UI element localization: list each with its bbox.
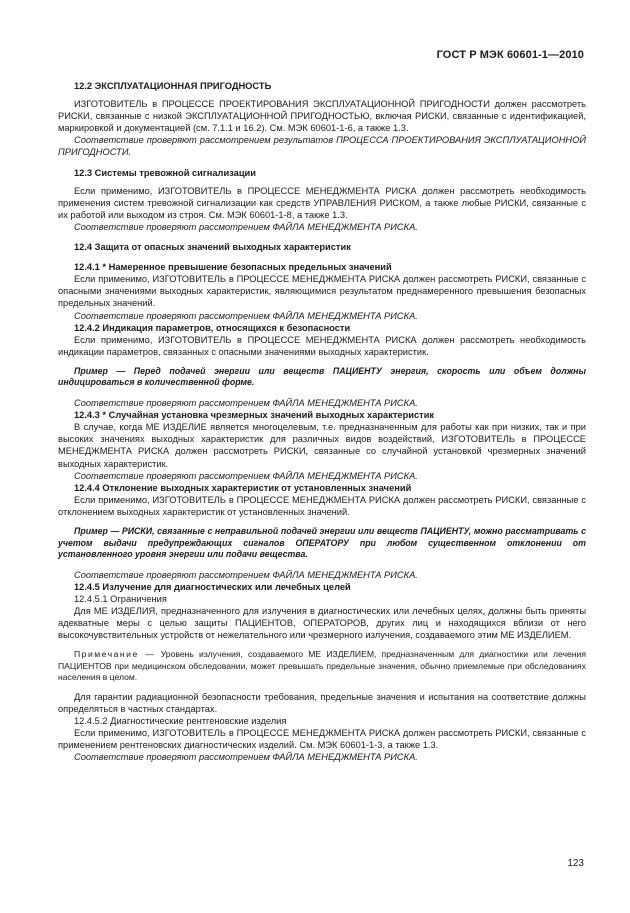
compliance-12-4-1: Соответствие проверяют рассмотрением ФАЙЛА МЕНЕДЖМЕНТА РИСКА.: [74, 310, 418, 321]
paragraph-12-4-1: Если применимо, ИЗГОТОВИТЕЛЬ в ПРОЦЕССЕ МЕНЕДЖМЕНТА РИСКА должен рассмотреть РИСКИ, связанные с опасными значениями выходных характеристик, являющимися результатом преднамеренного превышения безопасных предельных значений.: [58, 274, 586, 309]
paragraph-12-3: Если применимо, ИЗГОТОВИТЕЛЬ в ПРОЦЕССЕ МЕНЕДЖМЕНТА РИСКА должен рассмотреть необходимость применения систем тревожной сигнализации как средств УПРАВЛЕНИЯ РИСКОМ, а также любые РИСКИ, связанные с их работой или выходом из строя. См. МЭК 60601-1-8, а также 1.3.: [58, 185, 586, 220]
example-12-4-2: Пример — Перед подачей энергии или веществ ПАЦИЕНТУ энергия, скорость или объем должны индицироваться в количественной форме.: [58, 365, 586, 388]
standard-header: ГОСТ Р МЭК 60601-1—2010: [436, 49, 584, 61]
compliance-12-4-3: Соответствие проверяют рассмотрением ФАЙЛА МЕНЕДЖМЕНТА РИСКА.: [74, 470, 418, 481]
page-content: [58, 80, 586, 764]
note-label: Примечание —: [74, 649, 156, 660]
heading-12-4-2: 12.4.2 Индикация параметров, относящихся к безопасности: [74, 322, 351, 333]
paragraph-12-4-2: Если применимо, ИЗГОТОВИТЕЛЬ в ПРОЦЕССЕ МЕНЕДЖМЕНТА РИСКА должен рассмотреть необходимость индикации параметров, связанных с опасными значениями выходных характеристик.: [58, 334, 586, 357]
paragraph-12-4-5-1-requirements: Для гарантии радиационной безопасности требования, предельные значения и испытания на соответствие должны определяться в частных стандартах.: [58, 691, 586, 715]
paragraph-12-4-5-2: Если применимо, ИЗГОТОВИТЕЛЬ в ПРОЦЕССЕ МЕНЕДЖМЕНТА РИСКА должен рассмотреть РИСКИ, связанные с применением рентгеновских диагностических изделий. См. МЭК 60601-1-3, а также 1.3.: [58, 728, 586, 751]
page-number: 123: [567, 858, 584, 869]
heading-12-4-1: 12.4.1 * Намеренное превышение безопасных предельных значений: [74, 262, 392, 273]
heading-12-4: 12.4 Защита от опасных значений выходных характеристик: [74, 242, 351, 253]
heading-12-4-5-2: 12.4.5.2 Диагностические рентгеновские изделия: [74, 716, 287, 727]
paragraph-12-2: ИЗГОТОВИТЕЛЬ в ПРОЦЕССЕ ПРОЕКТИРОВАНИЯ ЭКСПЛУАТАЦИОННОЙ ПРИГОДНОСТИ должен рассмотреть РИСКИ, связанные с низкой ЭКСПЛУАТАЦИОННОЙ ПРИГОДНОСТЬЮ, включая РИСКИ, связанные с идентификацией, маркировкой и документацией (см. 7.1.1 и 16.2). См. МЭК 60601-1-6, а также 1.3.: [58, 99, 586, 134]
paragraph-12-4-3: В случае, когда МЕ ИЗДЕЛИЕ является многоцелевым, т.е. предназначенным для работы как при низких, так и при высоких значениях выходных характеристик для различных видов воздействий, ИЗГОТОВИТЕЛЬ в ПРОЦЕССЕ МЕНЕДЖМЕНТА РИСКА должен рассмотреть РИСКИ, связанные со случайной установкой чрезмерных значений выходных характеристик.: [58, 422, 586, 469]
example-12-4-4: Пример — РИСКИ, связанные с неправильной подачей энергии или веществ ПАЦИЕНТУ, можно рассматривать с учетом выдачи предупреждающих сигналов ОПЕРАТОРУ при любом существенном отклонении от установленного уровня энергии или подачи вещества.: [58, 526, 586, 560]
note-12-4-5-1: [58, 649, 586, 683]
compliance-12-4-4: Соответствие проверяют рассмотрением ФАЙЛА МЕНЕДЖМЕНТА РИСКА.: [74, 569, 418, 580]
compliance-12-3: Соответствие проверяют рассмотрением ФАЙЛА МЕНЕДЖМЕНТА РИСКА.: [74, 221, 418, 232]
paragraph-12-4-5-1: Для МЕ ИЗДЕЛИЯ, предназначенного для излучения в диагностических или лечебных целях, должны быть приняты адекватные меры с целью защиты ПАЦИЕНТОВ, ОПЕРАТОРОВ, других лиц и находящихся вблизи от него высокочувствительных устройств от нежелательного или чрезмерного излучения, создаваемого этим МЕ ИЗДЕЛИЕМ.: [58, 606, 586, 641]
compliance-12-4-2: Соответствие проверяют рассмотрением ФАЙЛА МЕНЕДЖМЕНТА РИСКА.: [74, 398, 418, 409]
note-text: Уровень излучения, создаваемого МЕ ИЗДЕЛИЕМ, предназначенным для диагностики или лечения ПАЦИЕНТОВ при медицинском обследовании, может превышать предельные значения, обычно приемлемые при обследованиях населения в целом.: [58, 649, 587, 682]
heading-12-4-4: 12.4.4 Отклонение выходных характеристик от установленных значений: [74, 482, 412, 493]
compliance-12-2: Соответствие проверяют рассмотрением результатов ПРОЦЕССА ПРОЕКТИРОВАНИЯ ЭКСПЛУАТАЦИОННОЙ ПРИГОДНОСТИ.: [58, 135, 586, 158]
heading-12-4-3: 12.4.3 * Случайная установка чрезмерных значений выходных характеристик: [74, 410, 435, 421]
heading-12-2: 12.2 ЭКСПЛУАТАЦИОННАЯ ПРИГОДНОСТЬ: [74, 81, 272, 91]
compliance-12-4-5-2: Соответствие проверяют рассмотрением ФАЙЛА МЕНЕДЖМЕНТА РИСКА.: [74, 752, 418, 763]
heading-12-4-5: 12.4.5 Излучение для диагностических или лечебных целей: [74, 581, 351, 592]
paragraph-12-4-4: Если применимо, ИЗГОТОВИТЕЛЬ в ПРОЦЕССЕ МЕНЕДЖМЕНТА РИСКА должен рассмотреть РИСКИ, связанные с отклонением выходных характеристик от установленных значений.: [58, 494, 586, 517]
heading-12-3: 12.3 Системы тревожной сигнализации: [74, 167, 256, 178]
heading-12-4-5-1: 12.4.5.1 Ограничения: [74, 593, 167, 604]
